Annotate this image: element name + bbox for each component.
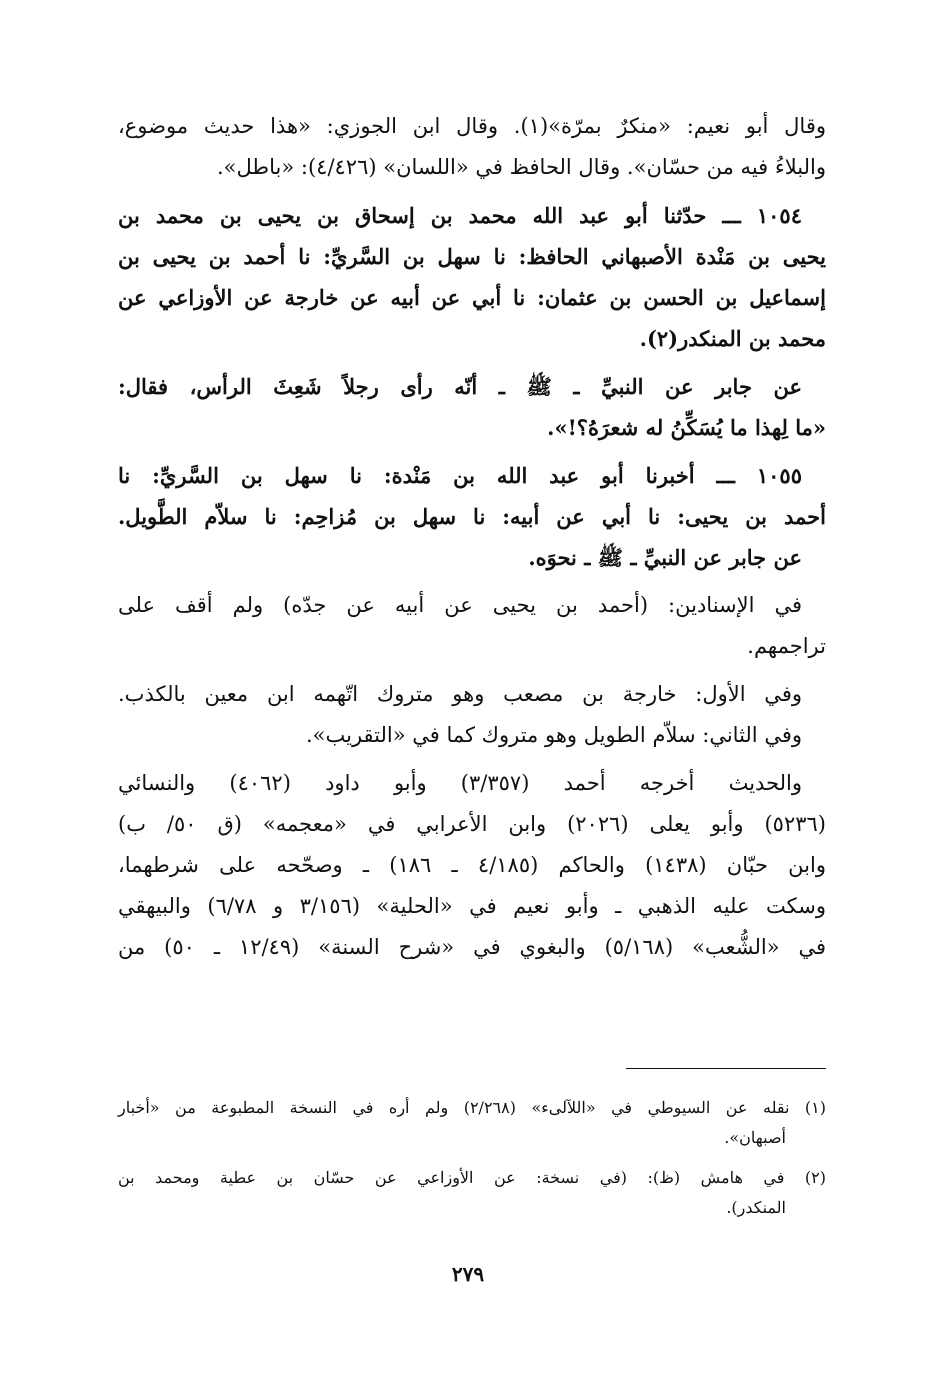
text-line: في الإسنادين: (أحمد بن يحيى عن أبيه عن جدّه) ولم أقف على (118, 593, 802, 617)
matn-line: «ما لِهذا ما يُسَكِّنُ له شعرَهُ؟!». (547, 415, 826, 440)
text-line: وسكت عليه الذهبي ـ وأبو نعيم في «الحلية» (٣/١٥٦ و ٦/٧٨) والبيهقي (118, 894, 827, 918)
footnote-1-continued: أصبهان». (724, 1128, 786, 1147)
footnote-1: (١) نقله عن السيوطي في «اللآلىء» (٢/٢٦٨) ولم أره في النسخة المطبوعة من «أخبار (118, 1098, 826, 1117)
footnote-divider (626, 1068, 826, 1069)
page-number: ٢٧٩ (451, 1262, 485, 1286)
text-line: في «الشُّعب» (٥/١٦٨) والبغوي في «شرح السنة» (١٢/٤٩ ـ ٥٠) من (118, 935, 826, 959)
text-line: أحمد بن يحيى: نا أبي عن أبيه: نا سهل بن مُزاحِم: نا سلاّم الطَّويل. (118, 504, 826, 529)
text-line: محمد بن المنكدر(٢). (639, 326, 826, 351)
matn-line: عن جابر عن النبيِّ ـ ﷺ ـ نحوَه. (528, 545, 802, 570)
text-line: تراجمهم. (747, 634, 826, 658)
footnote-2-continued: المنكدر). (726, 1198, 786, 1217)
text-line: إسماعيل بن الحسن بن عثمان: نا أبي عن أبيه عن خارجة عن الأوزاعي عن (118, 285, 826, 310)
text-line: والبلاءُ فيه من حسّان». وقال الحافظ في «اللسان» (٤/٤٢٦): «باطل». (216, 155, 826, 179)
text-line: وقال أبو نعيم: «منكرٌ بمرّة»(١). وقال ابن الجوزي: «هذا حديث موضوع، (118, 114, 826, 138)
text-line: وابن حبّان (١٤٣٨) والحاكم (٤/١٨٥ ـ ١٨٦) ـ وصحّحه على شرطهما، (118, 853, 826, 877)
footnote-2: (٢) في هامش (ظ): (في نسخة: عن الأوزاعي عن حسّان بن عطية ومحمد بن (118, 1168, 826, 1187)
text-line: وفي الثاني: سلاّم الطويل وهو متروك كما في «التقريب». (305, 723, 802, 747)
matn-line: عن جابر عن النبيِّ ـ ﷺ ـ أنّه رأى رجلاً شَعِثَ الرأس، فقال: (118, 374, 802, 399)
hadith-1055-line: ١٠٥٥ ـــ أخبرنا أبو عبد الله بن مَنْدة: نا سهل بن السَّريِّ: نا (118, 463, 802, 488)
text-line: والحديث أخرجه أحمد (٣/٣٥٧) وأبو داود (٤٠٦٢) والنسائي (118, 771, 802, 795)
text-line: يحيى بن مَنْدة الأصبهاني الحافظ: نا سهل بن السَّريِّ: نا أحمد بن يحيى بن (118, 244, 826, 269)
hadith-1054-line: ١٠٥٤ ـــ حدّثنا أبو عبد الله محمد بن إسحاق بن يحيى بن محمد بن (118, 203, 802, 228)
footnotes (118, 1093, 826, 1223)
main-text (118, 106, 826, 968)
text-line: (٥٢٣٦) وأبو يعلى (٢٠٢٦) وابن الأعرابي في «معجمه» (ق ٥٠/ ب) (118, 812, 826, 836)
text-line: وفي الأول: خارجة بن مصعب وهو متروك اتّهمه ابن معين بالكذب. (118, 682, 802, 706)
